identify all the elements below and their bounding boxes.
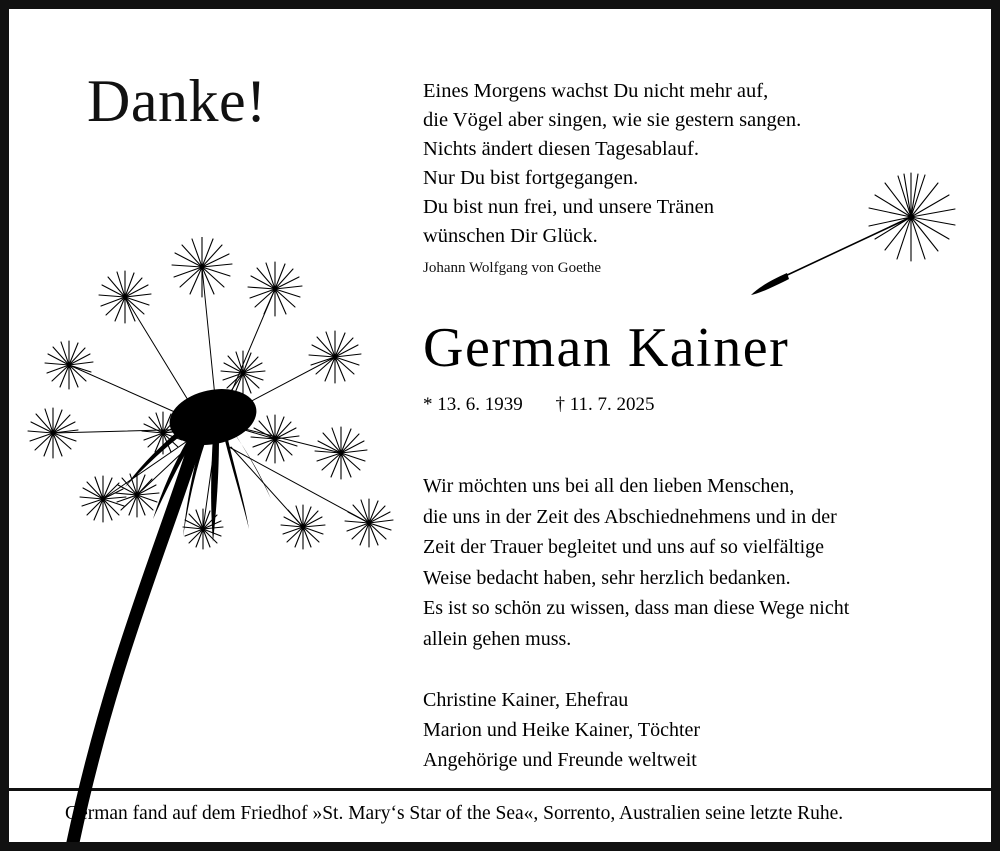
thanks-line: Wir möchten uns bei all den lieben Menschen, [423,475,795,497]
poem-line: Nur Du bist fortgegangen. [423,167,639,189]
poem-line: wünschen Dir Glück. [423,225,598,247]
footer-note: German fand auf dem Friedhof »St. Mary‘s Star of the Sea«, Sorrento, Australien seine letzte Ruhe. [65,803,844,824]
thanks-line: die uns in der Zeit des Abschiednehmens und in der [423,505,837,528]
poem-line: Nichts ändert diesen Tagesablauf. [423,138,699,160]
page-title: Danke! [87,68,267,134]
birth-date: * 13. 6. 1939 [423,394,523,415]
poem-line: die Vögel aber singen, wie sie gestern sangen. [423,109,802,131]
thanks-line: Weise bedacht haben, sehr herzlich bedanken. [423,566,791,589]
thanks-line: Es ist so schön zu wissen, dass man diese Wege nicht [423,597,850,619]
signature-line: Christine Kainer, Ehefrau [423,689,629,711]
signature-line: Angehörige und Freunde weltweit [423,749,697,771]
death-date: † 11. 7. 2025 [555,394,655,415]
deceased-name: German Kainer [423,317,790,379]
thanks-line: allein gehen muss. [423,627,572,650]
poem-line: Eines Morgens wachst Du nicht mehr auf, [423,80,769,102]
footer-divider [9,788,991,791]
poem-line: Du bist nun frei, und unsere Tränen [423,196,714,218]
poem-block [423,77,943,278]
poem-author: Johann Wolfgang von Goethe [423,260,602,276]
dandelion-illustration [17,237,437,842]
life-dates [423,394,655,416]
signature-line: Marion und Heike Kainer, Töchter [423,719,701,741]
thanks-paragraph [423,471,963,654]
card-inner [9,9,991,842]
thanks-line: Zeit der Trauer begleitet und uns auf so vielfältige [423,536,825,558]
signature-block [423,685,963,775]
